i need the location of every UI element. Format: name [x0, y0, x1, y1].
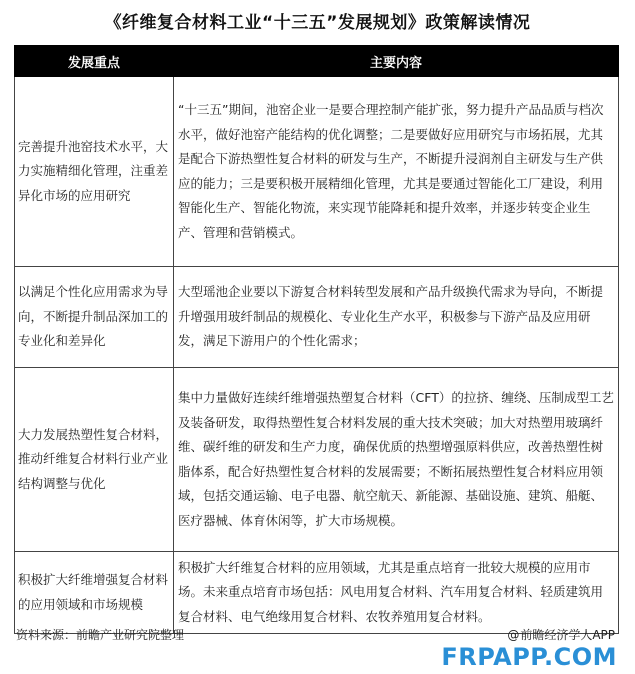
watermark-logo: FRPAPP.COM: [441, 643, 617, 671]
table-row: [15, 368, 619, 552]
header-focus: 发展重点: [15, 46, 174, 77]
brand-name: 前瞻经济学人APP: [520, 628, 615, 642]
row-focus-cell: 积极扩大纤维增强复合材料的应用领域和市场规模: [15, 552, 174, 634]
row-focus-cell: 大力发展热塑性复合材料，推动纤维复合材料行业产业结构调整与优化: [15, 368, 174, 552]
policy-table: [14, 45, 619, 634]
brand-credit: [507, 626, 615, 643]
row-content-cell: “十三五”期间，池窑企业一是要合理控制产能扩张，努力提升产品品质与档次水平，做好池窑产能结构的优化调整；二是要做好应用研究与市场拓展，尤其是配合下游热塑性复合材料的研发与生产，不断提升浸润剂自主研发与生产供应的能力；三是要积极开展精细化管理，尤其是要通过智能化工厂建设，利用智能化生产、智能化物流，来实现节能降耗和提升效率，并逐步转变企业生产、管理和营销模式。: [174, 77, 619, 267]
row-content-cell: 积极扩大纤维复合材料的应用领域，尤其是重点培育一批较大规模的应用市场。未来重点培育市场包括：风电用复合材料、汽车用复合材料、轻质建筑用复合材料、电气绝缘用复合材料、农牧养殖用复合材料。: [174, 552, 619, 634]
row-focus-cell: 以满足个性化应用需求为导向，不断提升制品深加工的专业化和差异化: [15, 267, 174, 368]
row-content-cell: 集中力量做好连续纤维增强热塑复合材料（CFT）的拉挤、缠绕、压制成型工艺及装备研发，取得热塑性复合材料发展的重大技术突破；加大对热塑用玻璃纤维、碳纤维的研发和生产力度，确保优质的热塑增强原料供应，改善热塑性树脂体系，配合好热塑性复合材料的发展需要；不断拓展热塑性复合材料应用领域，包括交通运输、电子电器、航空航天、新能源、基础设施、建筑、船艇、医疗器械、体育休闲等，扩大市场规模。: [174, 368, 619, 552]
row-focus-cell: 完善提升池窑技术水平，大力实施精细化管理，注重差异化市场的应用研究: [15, 77, 174, 267]
policy-table-wrapper: [14, 45, 619, 634]
header-content: 主要内容: [174, 46, 619, 77]
at-icon: @: [507, 628, 520, 642]
source-note: 资料来源：前瞻产业研究院整理: [16, 628, 185, 642]
row-content-cell: 大型瑶池企业要以下游复合材料转型发展和产品升级换代需求为导向，不断提升增强用玻纤制品的规模化、专业化生产水平，积极参与下游产品及应用研发，满足下游用户的个性化需求；: [174, 267, 619, 368]
table-row: [15, 267, 619, 368]
document-title: 《纤维复合材料工业“十三五”发展规划》政策解读情况: [104, 13, 531, 33]
table-header-row: [15, 46, 619, 77]
table-row: [15, 552, 619, 634]
table-row: [15, 77, 619, 267]
